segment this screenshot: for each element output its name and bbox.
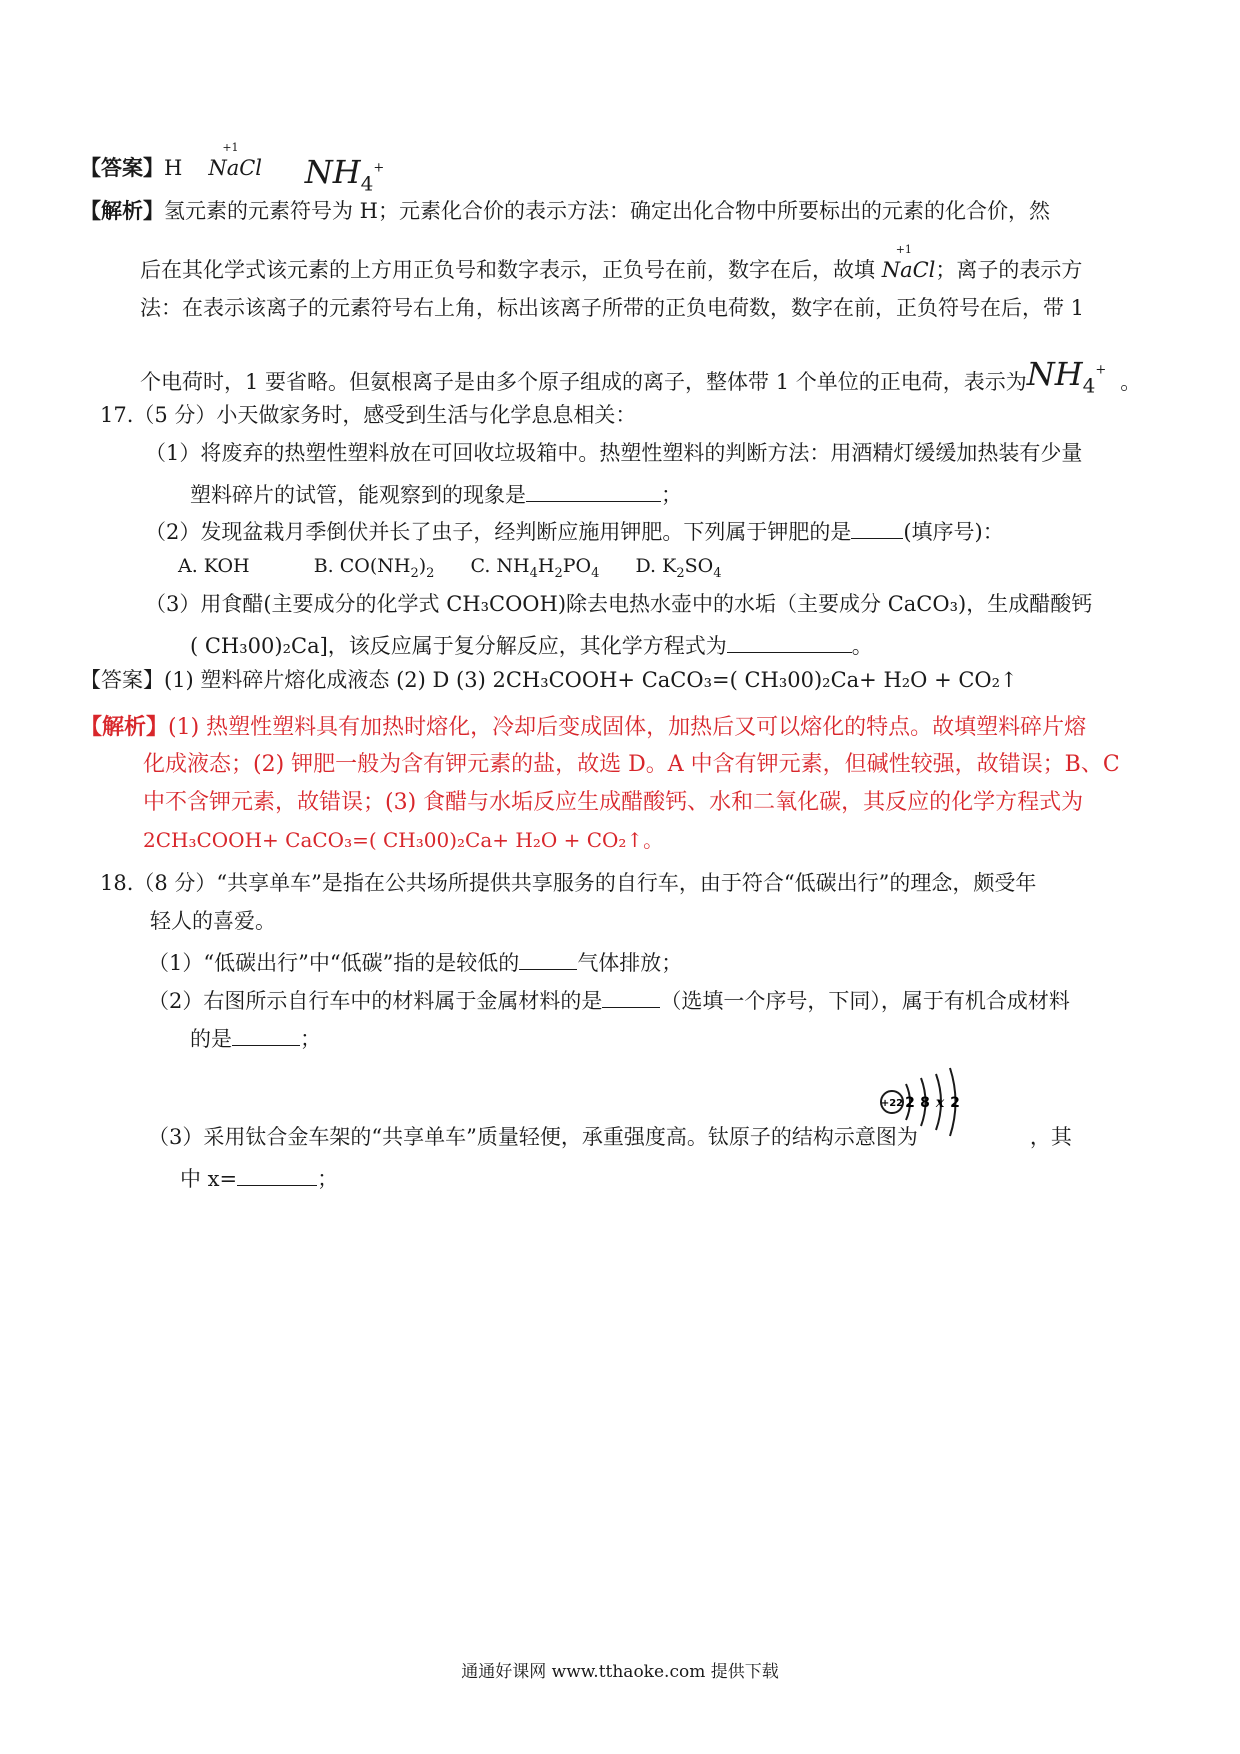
analysis-tag-red: 【解析】 — [80, 714, 169, 740]
q18-title-l1: 18.（8 分）“共享单车”是指在公共场所提供共享服务的自行车，由于符合“低碳出行”的理念，颇受年 — [100, 871, 1037, 895]
option-a: A. KOH — [178, 555, 250, 577]
analysis-tag: 【解析】 — [80, 198, 164, 223]
answer-blank[interactable] — [526, 481, 661, 502]
q17-part1-l2: 塑料碎片的试管，能观察到的现象是 ； — [190, 483, 682, 507]
q18-title-l2: 轻人的喜爱。 — [150, 909, 276, 933]
q17-title: 17.（5 分）小天做家务时，感受到生活与化学息息相关： — [100, 403, 637, 427]
q17-analysis-l3: 中不含钾元素，故错误；(3) 食醋与水垢反应生成醋酸钙、水和二氧化碳，其反应的化学方程式为 — [143, 790, 1084, 815]
q17-analysis-l4: 2CH₃COOH+ CaCO₃=( CH₃00)₂Ca+ H₂O + CO₂↑。 — [143, 828, 664, 852]
q17-part2: （2）发现盆栽月季倒伏并长了虫子，经判断应施用钾肥。下列属于钾肥的是 (填序号)： — [145, 520, 1004, 544]
answer-h: H — [164, 156, 183, 180]
nh4-ion: $NH_4^+$ — [304, 153, 385, 196]
option-d: D. $K_2SO_4$ — [635, 555, 722, 581]
nacl-formula: +1 NaCl — [208, 141, 263, 180]
answer-tag: 【答案】 — [80, 155, 164, 180]
q18-part1: （1）“低碳出行”中“低碳”指的是较低的 气体排放； — [148, 951, 683, 975]
q17-options — [178, 557, 721, 580]
atom-shell-3: x — [935, 1095, 945, 1111]
q16-analysis-l2: 后在其化学式该元素的上方用正负号和数字表示，正负号在前，数字在后，故填 +1 NaCl；离子的表示方 — [140, 243, 1083, 282]
q18-part2-l2: 的是 ； — [190, 1027, 321, 1051]
q18-part3-l2: 中 x= ； — [180, 1167, 339, 1191]
q16-analysis-l1: 【解析】氢元素的元素符号为 H；元素化合价的表示方法：确定出化合物中所要标出的元素的化合价，然 — [80, 198, 1050, 223]
option-c: C. $NH_4H_2PO_4$ — [470, 555, 600, 581]
answer-blank[interactable] — [602, 987, 660, 1008]
q17-part3-l2: ( CH₃00)₂Ca]，该反应属于复分解反应，其化学方程式为 。 — [190, 634, 873, 658]
answer-blank[interactable] — [727, 632, 852, 653]
answer-blank[interactable] — [237, 1165, 317, 1186]
q17-answer: 【答案】(1) 塑料碎片熔化成液态 (2) D (3) 2CH₃COOH+ CaCO₃=( CH₃00)₂Ca+ H₂O + CO₂↑ — [80, 668, 1018, 692]
q18-part3-l1: （3）采用钛合金车架的“共享单车”质量轻便，承重强度高。钛原子的结构示意图为 ，其 — [148, 1125, 1072, 1149]
q17-analysis-l1: 【解析】(1) 热塑性塑料具有加热时熔化，冷却后变成固体，加热后又可以熔化的特点。故填塑料碎片熔 — [80, 714, 1087, 740]
atom-shell-4: 2 — [950, 1095, 960, 1111]
atom-shell-1: 2 — [905, 1095, 915, 1111]
q16-answer-line — [80, 141, 385, 196]
answer-blank[interactable] — [519, 949, 577, 970]
q17-analysis-l2: 化成液态；(2) 钾肥一般为含有钾元素的盐，故选 D。A 中含有钾元素，但碱性较强，故错误；B、C — [143, 752, 1120, 777]
q18-part2-l1: （2）右图所示自行车中的材料属于金属材料的是 （选填一个序号，下同），属于有机合成材料 — [148, 989, 1070, 1013]
q16-analysis-l3: 法：在表示该离子的元素符号右上角，标出该离子所带的正负电荷数，数字在前，正负符号在后，带 1 — [140, 296, 1085, 320]
answer-blank[interactable] — [232, 1025, 300, 1046]
page-footer: 通通好课网 www.tthaoke.com 提供下载 — [461, 1662, 779, 1682]
atom-shell-2: 8 — [920, 1095, 930, 1111]
q17-part3-l1: （3）用食醋(主要成分的化学式 CH₃COOH)除去电热水壶中的水垢（主要成分 CaCO₃)，生成醋酸钙 — [145, 592, 1093, 616]
answer-blank[interactable] — [851, 518, 903, 539]
nh4-ion-inline: $NH_4^+$ — [1026, 355, 1107, 398]
nacl-valence: +1 — [222, 141, 239, 154]
option-b: B. $CO(NH_2)_2$ — [313, 555, 435, 581]
q16-analysis-l4: 个电荷时，1 要省略。但氨根离子是由多个原子组成的离子，整体带 1 个单位的正电荷，表示为$NH_4^+$。 — [140, 355, 1142, 398]
nacl-formula-inline: +1 NaCl — [881, 243, 936, 282]
atom-nucleus: +22 — [880, 1098, 904, 1109]
q17-part1-l1: （1）将废弃的热塑性塑料放在可回收垃圾箱中。热塑性塑料的判断方法：用酒精灯缓缓加热装有少量 — [145, 441, 1083, 465]
